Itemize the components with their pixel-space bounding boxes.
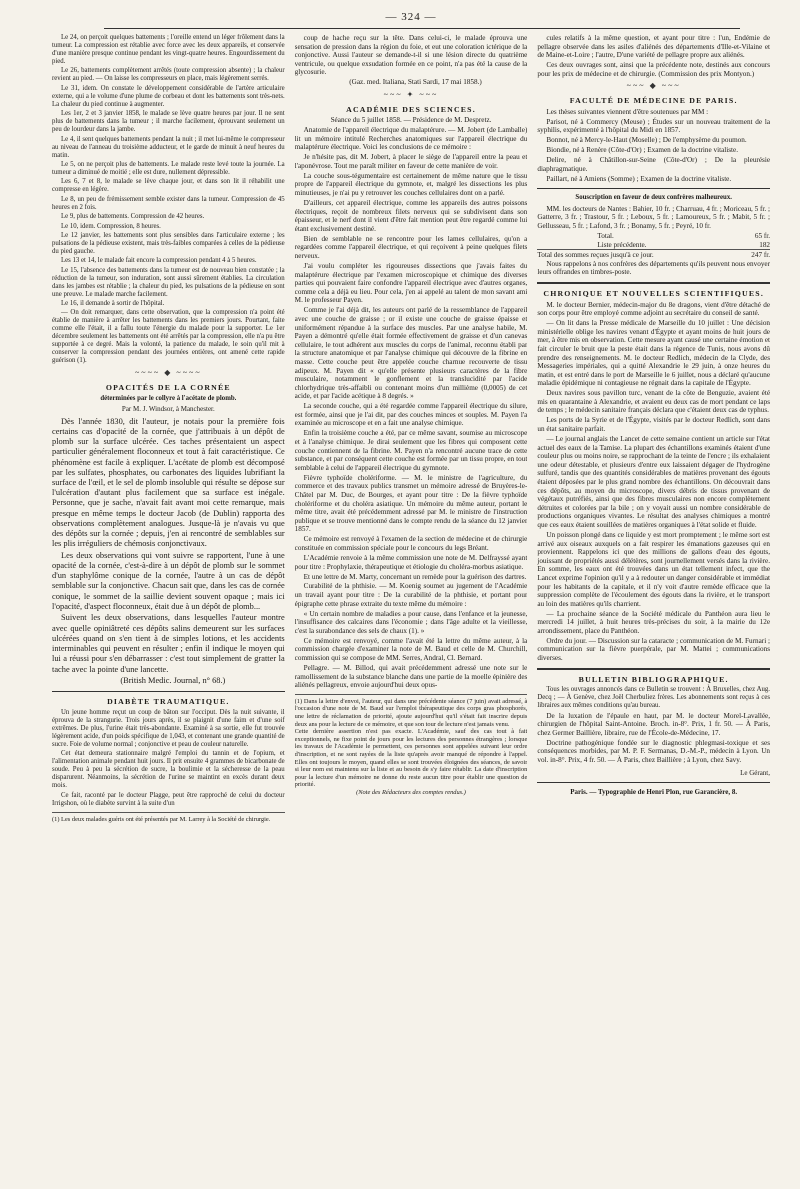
article-paragraph: Je n'hésite pas, dit M. Jobert, à placer le siège de l'appareil entre la peau et l'aponévrose. Tout me paraît militer en faveur de cette manière de voir. — [294, 153, 528, 170]
section-title-diabete: DIABÈTE TRAUMATIQUE. — [107, 697, 230, 707]
double-divider — [537, 282, 770, 284]
article-paragraph: — La prochaine séance de la Société médicale du Panthéon aura lieu le mercredi 14 juillet, à huit heures très-précises du soir, à la mairie du 12e arrondissement, place du Panthéon. — [537, 609, 771, 635]
obs-paragraph: Le 16, il demande à sortir de l'hôpital. — [61, 300, 165, 308]
grand-total-value: 247 fr. — [751, 251, 771, 260]
double-divider — [537, 668, 770, 670]
obs-paragraph: Les 13 et 14, le malade fait encore la compression pendant 4 à 5 heures. — [61, 257, 257, 265]
article-source: (Gaz. med. Italiana, Stati Sardi, 17 mai 1858.) — [349, 78, 482, 87]
article-paragraph: M. le docteur Bernier, médecin-major du 8e dragons, vient d'être détaché de son corps pour être employé comme adjoint au secrétaire du conseil de santé. — [537, 300, 771, 318]
total-label: Total. — [597, 232, 614, 241]
these-item: Parisot, né à Commercy (Meuse) ; Études sur un nouveau traitement de la syphilis, expérimenté à l'hôpital du Midi en 1857. — [537, 117, 771, 135]
article-paragraph: Curabilité de la phthisie. — M. Koenig soumet au jugement de l'Académie un travail ayant pour titre : De la curabilité de la phthisie, et portant pour épigraphe cette phrase extraite du texte même du mémoire : — [294, 582, 528, 608]
ornament-divider: ~~~ ✦ ~~~ — [383, 89, 439, 99]
article-diabete — [52, 709, 285, 808]
section-title-chronique: CHRONIQUE ET NOUVELLES SCIENTIFIQUES. — [543, 288, 764, 298]
article-paragraph: coup de hache reçu sur la tête. Dans celui-ci, le malade éprouva une sensation de pression dans la région du foie, et eut une coloration ictérique de la conjonctive. Aussi l'auteur se demande-t-il si une lésion directe du quatrième ventricule, ou quelque exsudation formée en ce point, n'a pas été la cause de la glycosurie. — [294, 34, 528, 77]
divider — [52, 691, 285, 692]
article-paragraph: Les ports de la Syrie et de l'Égypte, visités par le docteur Redlich, sont dans un état sanitaire parfait. — [537, 416, 771, 434]
article-paragraph: L'Académie renvoie à la même commission une note de M. Delfrayssé ayant pour titre : Prophylaxie, thérapeutique et étiologie du choléra-morbus asiatique. — [294, 553, 528, 571]
article-paragraph: Ce mémoire est renvoyé, comme l'avait été la lettre du même auteur, à la commission chargée d'examiner la note de M. Baud et celle de M. Churchill, commission qui se compose de MM. Serres, Andral, Cl. Bernard. — [294, 636, 528, 663]
section-title-opacites: OPACITÉS DE LA CORNÉE — [105, 383, 231, 393]
previous-list-value: 182 — [759, 240, 771, 249]
article-paragraph: Suivent les deux observations, dans lesquelles l'auteur montre avec quelle opiniâtreté ces dépôts salins demeurent sur les surfaces ulcérées quand on s'en tient à de simples lotions, et les accidents interminables qui peuvent en résulter ; enfin il indique le moyen qui lui a réussi pour s'en débarrasser : c'est tout simplement de gratter la tache avec la pointe d'une lancette. — [52, 613, 285, 674]
section-title-souscription: Souscription en faveur de deux confrères malheureux. — [575, 194, 732, 202]
article-paragraph: Pellagre. — M. Billod, qui avait précédemment adressé une note sur le ramollissement de la substance blanche dans une partie de la moelle épinière des aliénés pellagreux, envoie aujourd'hui deux opus- — [294, 664, 528, 690]
article-paragraph: Bien de semblable ne se rencontre pour les lames cellulaires, qu'on a regardées comme l'appareil électrique, et qui reçoivent à peine quelques filets nerveux. — [294, 234, 528, 260]
gerant-signature: Le Gérant, — [740, 768, 771, 777]
article-paragraph: — Le journal anglais the Lancet de cette semaine contient un article sur l'état actuel des eaux de la Tamise. La plupart des échantillons examinés étaient d'une couleur plus ou moins noire, se rapprochant de la teinte de l'encre ; ils exhalaient une odeur détestable, et plusieurs d'entre eux laissaient dégager de l'hydrogène sulfuré, tandis que des quantités considérables de matières provenant des égouts étaient déposées par le plus grand nombre des échantillons. On découvrait dans ces dépôts, au moyen du microscope, divers débris de tissus provenant de végétaux putréfiés, ainsi que des fibres musculaires non encore complètement détruites et colorées par la bile ; on y voyait aussi un nombre considérable de productions organiques vivantes. Le résultat des analyses chimiques a montré que ces eaux étaient souillées de matières organiques à l'état solide et fluide. — [537, 435, 771, 529]
ornament-divider: ~~~~ ◆ ~~~~ — [134, 368, 202, 378]
these-item: Biondie, né à Renère (Côte-d'Or) ; Examen de la doctrine vitaliste. — [546, 146, 739, 155]
previous-list-label: Liste précédente. — [597, 240, 647, 249]
article-paragraph: Ce mémoire est renvoyé à l'examen de la section de médecine et de chirurgie constituée en commission spéciale pour le concours du legs Bréant. — [294, 535, 528, 552]
these-item: Bonnot, né à Mercy-le-Haut (Moselle) ; De l'emphysème du poumon. — [546, 136, 747, 145]
obs-paragraph: Le 26, battements complètement arrêtés (toute compression absente) ; la chaleur revient au pied. — On laisse les compresseurs en place, mais légèrement serrés. — [52, 67, 285, 83]
header-rule — [104, 28, 740, 29]
page-header — [52, 0, 770, 34]
article-paragraph: « Un certain nombre de maladies a pour cause, dans l'enfance et la jeunesse, l'insuffisance des calcaires dans l'économie ; dans l'âge adulte et la vieillesse, c'est la surabondance des sels de chaux (1). » — [294, 609, 528, 635]
article-paragraph: Comme je l'ai déjà dit, les auteurs ont parlé de la ressemblance de l'appareil avec une couche de graisse ; or il existe une couche de graisse épaisse et uniformément répandue à la surface des muscles. Par une analyse habile, M. Payen a démontré qu'elle était formée effectivement de graisse et d'un canevas cellulaire, le tout adhérent aux muscles du corps de l'animal, reconnu établi par la structure anatomique et par l'analyse chimique qui découvre de la fibrine en masse. Cette couche peut être appelée couche charnue recouverte de tissu adipeux. M. Payen dit « qu'elle présente plusieurs caractères de la fibre musculaire, notamment le gonflement et la translucidité par l'acide chlorhydrique très-affaibli ou contenant moins d'un millième (0,0005) de cet acide, et par l'acide acétique à 8 degrés. » — [294, 306, 528, 401]
article-paragraph: Un jeune homme reçut un coup de bâton sur l'occiput. Dès la nuit suivante, il éprouva de la strangurie. Trois jours après, il se plaignit d'une faim et d'une soif extrêmes. De plus, l'urine était très-abondante. Examiné à sa sortie, elle fut trouvée légèrement acide, d'un poids spécifique de 1,043, et contenant une grande quantité de sucre. Foie de volume normal ; conjonctive et peau de couleur naturelle. — [52, 708, 285, 748]
divider — [537, 782, 770, 783]
section-title-bulletin: BULLETIN BIBLIOGRAPHIQUE. — [578, 674, 729, 684]
article-paragraph: — On lit dans la Presse médicale de Marseille du 10 juillet : Une décision ministérielle oblige les navires venant d'Égypte et ayant moins de huit jours de mer, à être mis en observation. Cette mesure ayant causé une certaine émotion et fait circuler le bruit que la peste était dans la régence de Tunis, nous avons dû prendre des renseignements. M. le docteur Redlich, médecin de la Clyde, des Messageries impériales, qui a quitté Alexandrie le 29 juin, à onze heures du matin, et est entré dans le port de Marseille le 6 juillet, nous a déclaré qu'aucune maladie épidémique ni contagieuse ne régnait dans la capitale de l'Égypte. — [537, 319, 771, 388]
article-paragraph: Cet état demeura stationnaire malgré l'emploi du tannin et de l'opium, et l'alimentation animale pendant huit jours. Il prit ensuite 4 grammes de bicarbonate de soude. Peu à peu la sécrétion de sucre, la boulimie et la sécheresse de la peau disparurent. Néanmoins, la sécrétion de l'urine se maintint en excès durant deux mois. — [52, 750, 285, 790]
grand-total-row — [537, 249, 770, 260]
obs-paragraph: Le 4, il sent quelques battements pendant la nuit ; il met lui-même le compresseur au niveau de l'anneau du troisième adducteur, et le garde de minuit à neuf heures du matin. — [52, 135, 285, 159]
ornament-divider: ~~~ ◆ ~~~ — [626, 81, 681, 91]
obs-paragraph: Le 15, l'absence des battements dans la tumeur est de nouveau bien constatée ; la réduction de la tumeur, son induration, sont aussi sûrement établies. La circulation dans les jambes est rétablie ; la chaleur du pied, les pulsations de la pédieuse en sont une preuve. Le malade marche facilement. — [52, 266, 285, 298]
obs-paragraph: Les 6, 7 et 8, le malade se lève chaque jour, et dans son lit il réhabilit une compresse en légère. — [52, 178, 285, 194]
obs-paragraph: — On doit remarquer, dans cette observation, que la compression n'a point été établie de manière à arrêter les battements dans les premiers jours. Pourtant, faite comme elle l'était, il a fallu toute l'énergie du malade pour la supporter. Le 1er décembre seulement les battements ont été arrêtés par la compression, elle n'a pu être supportée à ce degré. Mais la volonté, la patience du malade, le soin qu'il mit à conserver la compression pendant des journées entières, ont amené cette rapide guérison (1). — [52, 309, 285, 365]
these-item: Paillart, né à Amiens (Somme) ; Examen de la doctrine vitaliste. — [546, 174, 732, 183]
obs-paragraph: Le 5, on ne perçoit plus de battements. Le malade reste levé toute la journée. La tumeur a diminué de moitié ; elle est dure, nullement dépressible. — [52, 160, 285, 176]
observation-notes — [52, 34, 285, 365]
page-number: — 324 — — [385, 11, 437, 23]
article-source: (British Medic. Journal, n° 68.) — [120, 676, 226, 686]
footnote-text: (1) Dans la lettre d'envoi, l'auteur, qui dans une précédente séance (7 juin) avait adressé, à l'occasion d'une note de M. Baud sur l'emploi thérapeutique des corps gras phosphorés, une lettre de réclamation de priorité, ajoute aujourd'hui qu'il s'était fait inscrire depuis deux ans pour la lecture de ce mémoire, et que son tour de lecture n'est jamais venu. Cette dernière assertion n'est pas exacte. L'Académie, sauf des cas tout à fait exceptionnels, ne fixe point de jours pour les lectures des personnes étrangères ; lorsque les travaux de l'Académie le permettent, ces personnes sont appelées suivant leur ordre d'inscription, et ne sont rayées de la liste qu'après avoir manqué de répondre à l'appel. Elles ont toujours le moyen, quand elles se sont trouvées éloignées des séances, de savoir si leur nom est maintenu sur la liste et au besoin de s'y faire rétablir. La date d'inscription pour la lecture d'un mémoire ne donne du reste aucun titre pour établir une question de priorité. — [294, 697, 528, 789]
seance-line: Séance du 5 juillet 1858. — Présidence de M. Despretz. — [330, 116, 492, 125]
article-paragraph: La couche sous-tégumentaire est certainement de même nature que le tissu propre de l'appareil électrique du gymnote, et, malgré les dissections les plus minutieuses, je n'ai pu y retrouver les couches cellulaires dont on a parlé. — [294, 171, 528, 198]
total-row — [537, 232, 770, 241]
article-paragraph: Ordre du jour. — Discussion sur la cataracte ; communication de M. Furnari ; communication sur la fièvre puerpérale, par M. Mattei ; communications diverses. — [537, 636, 771, 663]
footnote — [295, 694, 528, 797]
article-paragraph: Deux navires sous pavillon turc, venant de la côte de Benguzie, avaient été mis en quarantaine à Alexandrie, et avaient eu deux cas de mort pendant ce laps de temps ; le médecin sanitaire français déclara que c'étaient deux cas de typhus. — [537, 389, 771, 415]
theses-intro: Les thèses suivantes viennent d'être soutenues par MM : — [546, 107, 709, 116]
footnote-signature: (Note des Rédacteurs des comptes rendus.) — [356, 788, 466, 796]
article-paragraph: Dès l'année 1830, dit l'auteur, je notais pour la première fois certains cas d'opacité de la cornée, que j'attribuais à un dépôt de plomb sur la surface ulcérée. Ces taches présentaient un aspect particulier généralement floconneux et tout à fait caractéristique. Ce phénomène est facile à expliquer. L'acétate de plomb est décomposé par les sulfates, phosphates, ou carbonates des liquides lubrifiant la surface de l'œil, et le sel de plomb insoluble qui résulte se dépose sur l'ulcération d'autant plus facilement que sa surface est inégale. Personne, que je sache, n'avait fait avant moi cette remarque, mais presque en même temps le docteur Jacob (de Dublin) rapporta des observations complètement analogues. Jusque-là je n'avais vu que des dépôts sur la cornée ; depuis, j'en ai rencontré de semblables sur les plis irréguliers de chémosis conjonctivaux. — [52, 416, 285, 549]
article-paragraph: Les deux observations qui vont suivre se rapportent, l'une à une opacité de la cornée, c'est-à-dire à un dépôt de plomb sur le sommet d'un staphylôme conique de la cornée, l'autre à un cas de dépôt semblable sur la conjonctive. Chacun sait que, dans les cas de cornée conique, le sommet de la saillie devient souvent opaque ; mais ici l'opacité, d'aspect floconneux, était due à un dépôt de plomb... — [52, 550, 285, 611]
obs-paragraph: Le 31, idem. On constate le développement considérable de l'artère articulaire externe, qui a le volume d'une plume de corbeau et dont les battements sont très-nets. La chaleur du pied continue à augmenter. — [52, 84, 285, 108]
article-paragraph: Ces deux ouvrages sont, ainsi que la précédente note, destinés aux concours pour les prix de médecine et de chirurgie. (Commission des prix Montyon.) — [537, 61, 771, 78]
article-paragraph: Nous rappelons à nos confrères des départements qu'ils peuvent nous envoyer leurs offrandes en timbres-poste. — [537, 259, 771, 277]
total-value: 65 fr. — [754, 232, 771, 241]
article-paragraph: Un poisson plongé dans ce liquide y est mort promptement ; le même sort est arrivé aux oiseaux auxquels on a fait respirer les émanations gazeuses qui en proviennent. Rappelons ici que des millions de gallons d'eau des égouts, jouissant de propriétés aussi délétères, sont journellement versés dans la rivière. En somme, les eaux ont été trouvées dans un état tellement infect, que the Lancet exprime l'opinion qu'il y a à redouter un danger considérable et immédiat pour les habitants de la capitale, et il n'y voit d'autre remède efficace que la suppression complète de l'écoulement des égouts dans la rivière, et le transport au loin des matières qu'ils charrient. — [537, 530, 771, 608]
column-left — [52, 34, 285, 823]
article-paragraph: Et une lettre de M. Marty, concernant un remède pour la guérison des dartres. — [303, 572, 527, 581]
obs-paragraph: Le 24, on perçoit quelques battements ; l'oreille entend un léger frôlement dans la tumeur. La compression est rétablie avec force avec les deux appareils, et conservée d'une manière presque continue pendant les vingt-quatre heures. Engourdissement du pied. — [52, 34, 285, 65]
article-paragraph: cules relatifs à la même question, et ayant pour titre : l'un, Endémie de pellagre observée dans les asiles d'aliénés des départements d'Ille-et-Vilaine et de Maine-et-Loire ; l'autre, D'une variété de pellagre propre aux aliénés. — [537, 34, 771, 60]
section-title-academie: ACADÉMIE DES SCIENCES. — [346, 104, 476, 114]
obs-paragraph: Le 12 janvier, les battements sont plus sensibles dans l'articulaire externe ; les pulsations de la pédieuse existent, mais très-faibles comparées à celles de la pédieuse du pied gauche. — [52, 231, 285, 255]
grand-total-label: Total des sommes reçues jusqu'à ce jour. — [537, 251, 654, 260]
divider — [537, 188, 770, 189]
article-paragraph: Ce fait, raconté par le docteur Plagge, peut être rapproché de celui du docteur Irrigshon, où le diabète survint à la suite d'un — [52, 791, 285, 807]
souscription-list: MM. les docteurs de Nantes : Bahier, 10 fr. ; Charruau, 4 fr. ; Moriceau, 5 fr. ; Gatterre, 3 fr. ; Trastour, 5 fr. ; Leboux, 5 fr. ; Lamoureux, 5 fr. ; Mabit, 5 fr. ; Gellusseau, 5 fr. ; Lafond, 3 fr. ; Bonamy, 5 fr. ; Peyré, 10 fr. — [537, 204, 771, 231]
columns — [52, 34, 770, 823]
obs-paragraph: Le 8, un peu de frémissement semble exister dans la tumeur. Compression de 45 heures en 2 fois. — [52, 195, 285, 211]
byline-windsor: Par M. J. Windsor, à Manchester. — [121, 405, 215, 414]
article-paragraph: Enfin la troisième couche a été, par ce même savant, soumise au microscope et à l'analyse chimique. Je dirai seulement que les fibres qui composent cette couche contiennent de la fibrine. M. Payen n'a rencontré aucune trace de cette substance, et par conséquent cette couche est formée par un tissu propre, en tout semblable à celui de l'appareil électrique du gymnote. — [294, 429, 528, 472]
obs-paragraph: Le 10, idem. Compression, 8 heures. — [61, 222, 161, 230]
obs-paragraph: Le 9, plus de battements. Compression de 42 heures. — [61, 213, 205, 221]
bulletin-intro: Tous les ouvrages annoncés dans ce Bulletin se trouvent : À Bruxelles, chez Aug. Decq ; — À Genève, chez Joël Cherbuliez frères. Les abonnements sont reçus à ces libraires aux mêmes conditions qu'au bureau. — [537, 686, 771, 710]
column-middle — [295, 34, 528, 797]
bulletin-item: De la luxation de l'épaule en haut, par M. le docteur Morel-Lavallée, chirurgien de l'hôpital Saint-Antoine. Broch. in-8°. Prix, 1 fr. 50. — À Paris, chez Germer Baillière, libraire, rue de l'École-de-Médecine, 17. — [537, 711, 771, 737]
section-subtitle-opacites: déterminées par le collyre à l'acétate de plomb. — [100, 394, 237, 402]
previous-list-row — [537, 241, 770, 250]
obs-paragraph: Les 1er, 2 et 3 janvier 1858, le malade se lève quatre heures par jour. Il ne sent plus de battements dans la tumeur ; il marche facilement, éprouvant seulement un peu de lourdeur dans la jambe. — [52, 110, 285, 134]
column-right — [537, 34, 770, 797]
bulletin-item: Doctrine pathogénique fondée sur le diagnostic phlegmasi-toxique et ses conséquences morbides, par M. P. F. Sermanas, D.-M.-P., médecin à Lyon. Un vol. in-8°. Prix, 4 fr. 50. — À Paris, chez Baillière ; à Lyon, chez Savy. — [537, 738, 771, 764]
article-paragraph: D'ailleurs, cet appareil électrique, comme les appareils des autres poissons électriques, reçoit de nombreux filets nerveux qui se subdivisent dans son épaisseur, et le nerf dont il vient d'être fait mention peut être regardé comme lui étant exclusivement destiné. — [294, 199, 528, 233]
article-paragraph: Fièvre typhoïde cholériforme. — M. le ministre de l'agriculture, du commerce et des travaux publics transmet un mémoire adressé de Bruyères-le-Châtel par M. Duc, de Bourges, et ayant pour titre : De la fièvre typhoïde cholériforme et du choléra asiatique. Un mémoire du même auteur, portant le même titre, avait été précédemment adressé par M. le ministre de l'instruction publique et se trouve mentionné dans le compte rendu de la séance du 12 janvier 1857. — [294, 473, 528, 534]
section-title-faculte: FACULTÉ DE MÉDECINE DE PARIS. — [569, 95, 738, 105]
footnote: (1) Les deux malades guéris ont été présentés par M. Larrey à la Société de chirurgie. — [52, 812, 285, 824]
article-paragraph: Anatomie de l'appareil électrique du malaptérure. — M. Jobert (de Lamballe) lit un mémoire intitulé Recherches anatomiques sur l'appareil électrique du malaptérure électrique. Voici les conclusions de ce mémoire : — [294, 126, 528, 152]
article-opacites — [52, 417, 285, 686]
printer-imprint: Paris. — Typographie de Henri Plon, rue Garancière, 8. — [570, 788, 738, 797]
these-item: Delire, né à Châtillon-sur-Seine (Côte-d'Or) ; De la pleurésie diaphragmatique. — [537, 156, 771, 173]
article-paragraph: J'ai voulu compléter les rigoureuses dissections que j'avais faites du malaptérure électrique par l'examen microscopique et chimique des diverses parties qui pouvaient faire confondre l'appareil électrique avec d'autres organes, comme cela a déjà eu lieu. Pour cela, j'en ai appelé au talent de mon savant ami M. le professeur Payen. — [294, 261, 528, 305]
article-paragraph: La seconde couche, qui a été regardée comme l'appareil électrique du silure, est formée, ainsi que je l'ai dit, par des couches minces et souples. M. Payen l'a examinée au microscope et en a fait une analyse chimique. — [294, 402, 528, 428]
